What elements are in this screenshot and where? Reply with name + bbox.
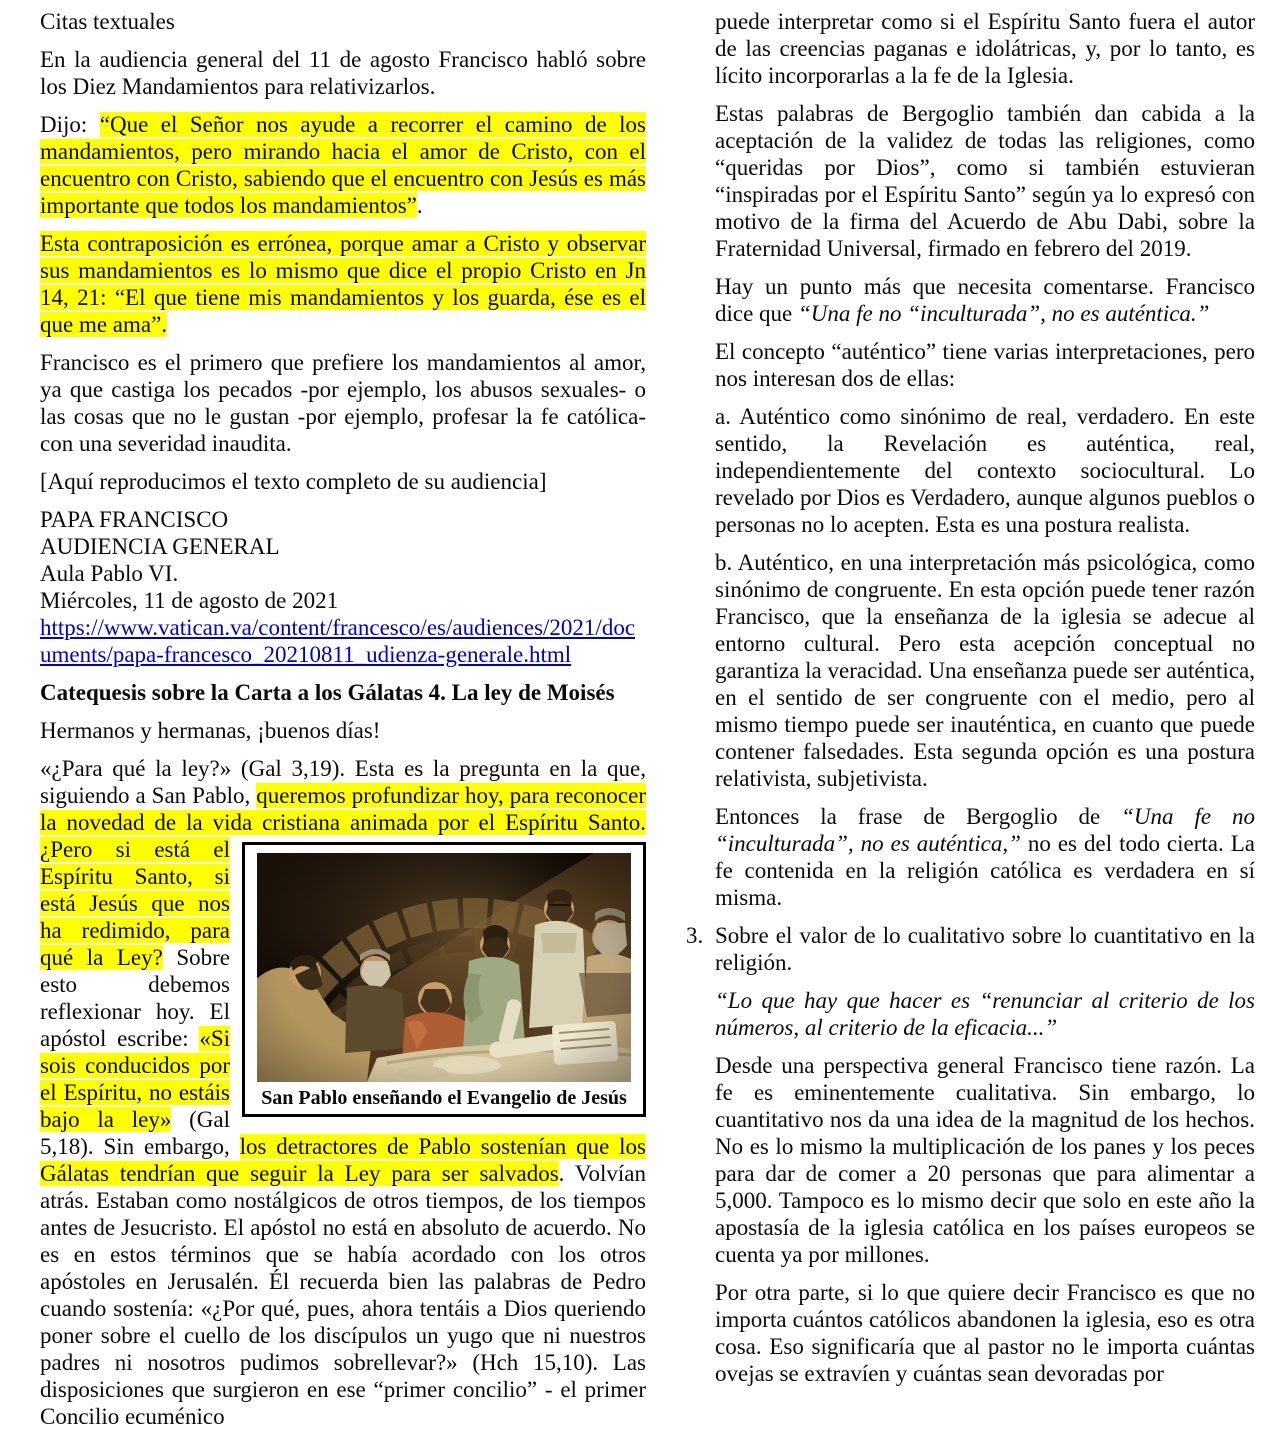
paragraph-contraposicion <box>40 230 646 338</box>
image-caption: San Pablo enseñando el Evangelio de Jesús <box>261 1087 627 1109</box>
audience-header-block <box>40 506 646 668</box>
law-highlight-1: queremos profundizar hoy, para reconocer la novedad de la vida cristiana animada por el Espíritu Santo. <box>40 783 646 835</box>
law-seg-5: (Gal 5,18). Sin embargo, <box>40 1107 240 1159</box>
image-frame <box>242 842 646 1117</box>
framed-figure <box>242 842 646 1117</box>
st-paul-painting-image <box>257 853 631 1082</box>
paragraph-dijo <box>40 111 646 219</box>
paragraph-quote-numeros <box>715 987 1255 1041</box>
right-column <box>673 8 1255 1398</box>
audience-line-1: PAPA FRANCISCO <box>40 507 229 532</box>
paragraph-bracket-note: [Aquí reproducimos el texto completo de su audiencia] <box>40 469 547 494</box>
paragraph-item-b: b. Auténtico, en una interpretación más psicológica, como sinónimo de congruente. En esta opción puede tener razón Francisco, que la enseñanza de la iglesia se adecue al entorno cultural. Pero esta acepción conceptual no garantiza la veracidad. Una enseñanza puede ser auténtica, en el sentido de ser congruente con el medio, pero al mismo tiempo puede ser inauténtica, en cuanto que puede contener falsedades. Esta segunda opción es una postura relativista, subjetivista. <box>715 550 1255 791</box>
contraposicion-highlight: Esta contraposición es errónea, porque amar a Cristo y observar sus mandamientos es lo mismo que dice el propio Cristo en Jn 14, 21: “El que tiene mis mandamientos y los guarda, ése es el que me ama”. <box>40 231 646 337</box>
entonces-suffix: no es del todo cierta. La fe contenida en la religión católica es verdadera en sí misma. <box>715 831 1255 910</box>
numbered-item-3 <box>686 922 1255 976</box>
audience-line-3: Aula Pablo VI. <box>40 561 179 586</box>
paragraph-bergoglio: Estas palabras de Bergoglio también dan cabida a la aceptación de la validez de todas las religiones, como “queridas por Dios”, como si también estuvieran “inspiradas por el Espíritu Santo” según ya lo expresó con motivo de la firma del Acuerdo de Abu Dabi, sobre la Fraternidad Universal, firmado en febrero del 2019. <box>715 101 1255 261</box>
paragraph-desde: Desde una perspectiva general Francisco tiene razón. La fe es eminentemente cualitativa. Sin embargo, lo cuantitativo nos da una idea de la magnitud de los hechos. No es lo mismo la multiplicación de los panes y los peces para dar de comer a 20 personas que para alimentar a 5,000. Tampoco es lo mismo decir que solo en este año la apostasía de la iglesia católica en los países europeos se cuenta ya por millones. <box>715 1053 1255 1267</box>
audience-line-2: AUDIENCIA GENERAL <box>40 534 280 559</box>
left-column <box>40 8 646 1441</box>
paragraph-law <box>40 755 646 1430</box>
paragraph-greeting: Hermanos y hermanas, ¡buenos días! <box>40 718 381 743</box>
hay-punto-prefix: Hay un punto más que necesita comentarse. Francisco dice que <box>715 274 1255 326</box>
catechesis-heading: Catequesis sobre la Carta a los Gálatas 4. La ley de Moisés <box>40 680 615 705</box>
paragraph-concepto: El concepto “auténtico” tiene varias interpretaciones, pero nos interesan dos de ellas: <box>715 339 1255 391</box>
law-seg-0: «¿Para qué la ley?» (Gal 3,19). Esta es la pregunta en la que, siguiendo a San Pablo, <box>40 756 646 808</box>
dijo-suffix: . <box>416 193 423 218</box>
dijo-prefix: Dijo: <box>40 112 100 137</box>
hay-punto-quote: “Una fe no “inculturada”, no es auténtica.” <box>798 301 1210 326</box>
vatican-audience-link[interactable]: https://www.vatican.va/content/francesco/es/audiences/2021/documents/papa-francesco_20210811_udienza-generale.html <box>40 615 636 667</box>
paragraph-item-a: a. Auténtico como sinónimo de real, verdadero. En este sentido, la Revelación es auténtica, real, independientemente del contexto sociocultural. Lo revelado por Dios es Verdadero, aunque algunos pueblos o personas no lo acepten. Esta es una postura realista. <box>715 404 1255 537</box>
law-highlight-6: los detractores de Pablo sostenían que los Gálatas tendrían que seguir la Ley para ser salvados <box>40 1134 646 1186</box>
dijo-highlight: “Que el Señor nos ayude a recorrer el camino de los mandamientos, pero mirando hacia el amor de Cristo, con el encuentro con Cristo, sabiendo que el encuentro con Jesús es más importante que todos los mandamientos” <box>40 112 647 218</box>
quote-numeros: “Lo que hay que hacer es “renunciar al criterio de los números, al criterio de la eficacia...” <box>715 988 1255 1040</box>
entonces-prefix: Entonces la frase de Bergoglio de <box>715 804 1122 829</box>
section-title: Citas textuales <box>40 9 175 34</box>
paragraph-espiritu: puede interpretar como si el Espíritu Santo fuera el autor de las creencias paganas e idolátricas, y, por lo tanto, es lícito incorporarlas a la fe de la Iglesia. <box>715 9 1255 88</box>
numbered-item-3-text: Sobre el valor de lo cualitativo sobre lo cuantitativo en la religión. <box>715 923 1255 975</box>
paragraph-francisco: Francisco es el primero que prefiere los mandamientos al amor, ya que castiga los pecados -por ejemplo, los abusos sexuales- o las cosas que no le gustan -por ejemplo, profesar la fe católica- con una severidad inaudita. <box>40 350 646 456</box>
paragraph-entonces <box>715 803 1255 911</box>
entonces-quote: “Una fe no “inculturada”, no es auténtica,” <box>715 804 1255 856</box>
law-highlight-4: «Si sois conducidos por el Espíritu, no estáis bajo la ley» <box>40 1026 230 1132</box>
paragraph-hay-punto <box>715 273 1255 327</box>
law-highlight-2: ¿Pero si está el Espíritu Santo, si está Jesús que nos ha redimido, para qué la Ley? <box>40 837 230 970</box>
law-seg-3: Sobre esto debemos reflexionar hoy. El apóstol escribe: <box>40 945 230 1051</box>
audience-line-4: Miércoles, 11 de agosto de 2021 <box>40 588 339 613</box>
paragraph-por-otra: Por otra parte, si lo que quiere decir Francisco es que no importa cuántos católicos abandonen la iglesia, eso es otra cosa. Eso significaría que al pastor no le importa cuántas ovejas se extravíen y cuántas sean devoradas por <box>715 1280 1255 1386</box>
law-seg-7: . Volvían atrás. Estaban como nostálgicos de otros tiempos, de los tiempos antes de Jesucristo. El apóstol no está en absoluto de acuerdo. No es en estos términos que se había acordado con los otros apóstoles en Jerusalén. Él recuerda bien las palabras de Pedro cuando sostenía: «¿Por qué, pues, ahora tentáis a Dios queriendo poner sobre el cuello de los discípulos un yugo que ni nuestros padres ni nosotros pudimos sobrellevar?» (Hch 15,10). Las disposiciones que surgieron en ese “primer concilio” - el primer Concilio ecuménico <box>40 1161 647 1429</box>
list-number: 3. <box>686 923 704 948</box>
paragraph-intro: En la audiencia general del 11 de agosto Francisco habló sobre los Diez Mandamientos para relativizarlos. <box>40 47 646 99</box>
